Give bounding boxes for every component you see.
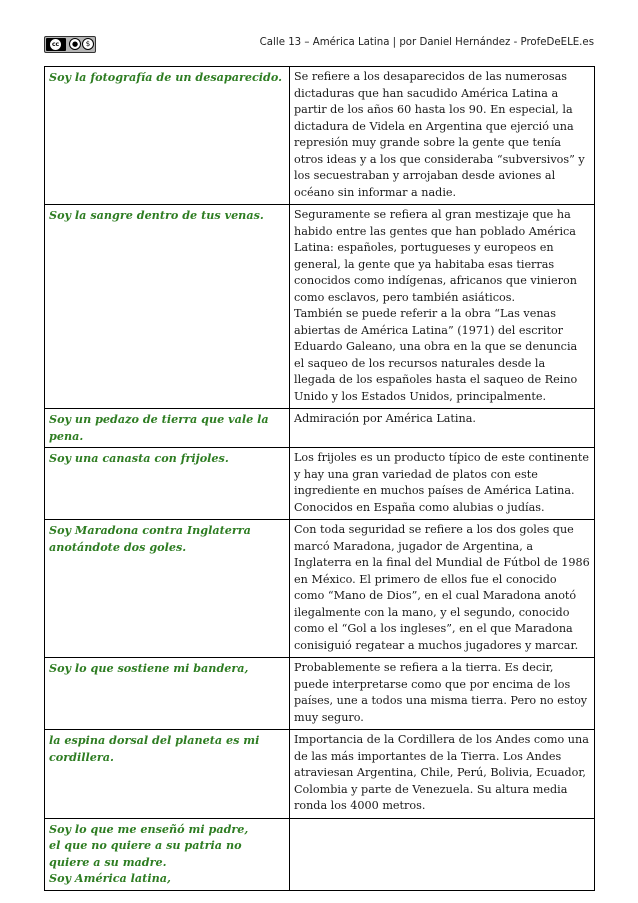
explanation-cell: Importancia de la Cordillera de los Andes como una de las más importantes de la Tierra. Los Andes atraviesan Argentina, Chile, Perú, Bolivia, Ecuador, Colombia y parte de Venezuela. Su altura media ronda los 4000 metros.	[290, 730, 595, 819]
lyric-line: quiere a su madre.	[49, 854, 167, 869]
table-row	[45, 409, 595, 448]
explanation-cell: Se refiere a los desaparecidos de las numerosas dictaduras que han sacudido América Latina a partir de los años 60 hasta los 90. En especial, la dictadura de Videla en Argentina que ejerció una represión muy grande sobre la gente que tenía otros ideas y a los que consideraba “subversivos” y los secuestraban y arrojaban desde aviones al océano sin informar a nadie.	[290, 67, 595, 205]
lyric-line: el que no quiere a su patria no	[49, 838, 242, 852]
explanation-paragraph: Seguramente se refiera al gran mestizaje que ha habido entre las gentes que han poblado América Latina: españoles, portugueses y europeos en general, la gente que ya habitaba esas tierras conocidos como indígenas, africanos que vinieron como esclavos, pero también asiáticos.	[294, 208, 577, 304]
header-title: Calle 13 – América Latina | por Daniel Hernández - ProfeDeELE.es	[259, 37, 594, 48]
nc-icon: $	[82, 38, 94, 50]
lyric-cell: Soy una canasta con frijoles.	[45, 448, 290, 520]
explanation-paragraph: También se puede referir a la obra “Las venas abiertas de América Latina” (1971) del escritor Eduardo Galeano, una obra en la que se denuncia el saqueo de los recursos naturales desde la llegada de los españoles hasta el saqueo de Reino Unido y los Estados Unidos, principalmente.	[294, 307, 578, 403]
creative-commons-license-badge[interactable]	[44, 36, 96, 53]
table-row	[45, 818, 595, 890]
explanation-cell	[290, 818, 595, 890]
lyric-cell: Soy la sangre dentro de tus venas.	[45, 205, 290, 409]
explanation-cell: Admiración por América Latina.	[290, 409, 595, 448]
table-row	[45, 730, 595, 819]
page-header	[44, 34, 594, 54]
lyric-cell: Soy un pedazo de tierra que vale la pena.	[45, 409, 290, 448]
lyric-cell: Soy lo que sostiene mi bandera,	[45, 658, 290, 730]
explanation-cell: Los frijoles es un producto típico de este continente y hay una gran variedad de platos con este ingrediente en muchos países de América Latina. Conocidos en España como alubias o judías.	[290, 448, 595, 520]
lyric-cell: Soy la fotografía de un desaparecido.	[45, 67, 290, 205]
table-row	[45, 520, 595, 658]
table-row	[45, 205, 595, 409]
lyric-line: Soy América latina,	[49, 871, 171, 885]
explanation-cell	[290, 205, 595, 409]
table-row	[45, 658, 595, 730]
lyrics-explanation-table	[44, 66, 595, 891]
cc-icon: cc	[49, 38, 62, 51]
table-row	[45, 67, 595, 205]
cc-logo-block	[46, 38, 66, 51]
table-row	[45, 448, 595, 520]
by-icon: ●	[69, 38, 81, 50]
lyric-cell: Soy Maradona contra Inglaterra anotándote dos goles.	[45, 520, 290, 658]
lyric-line: Soy lo que me enseñó mi padre,	[49, 821, 249, 836]
explanation-cell: Con toda seguridad se refiere a los dos goles que marcó Maradona, jugador de Argentina, a Inglaterra en la final del Mundial de Fútbol de 1986 en México. El primero de ellos fue el conocido como “Mano de Dios”, en el cual Maradona anotó ilegalmente con la mano, y el segundo, conocido como el “Gol a los ingleses”, en el que Maradona conisiguió regatear a muchos jugadores y marcar.	[290, 520, 595, 658]
lyric-cell: la espina dorsal del planeta es mi cordillera.	[45, 730, 290, 819]
explanation-cell: Probablemente se refiera a la tierra. Es decir, puede interpretarse como que por encima de los países, une a todos una misma tierra. Pero no estoy muy seguro.	[290, 658, 595, 730]
lyric-cell	[45, 818, 290, 890]
